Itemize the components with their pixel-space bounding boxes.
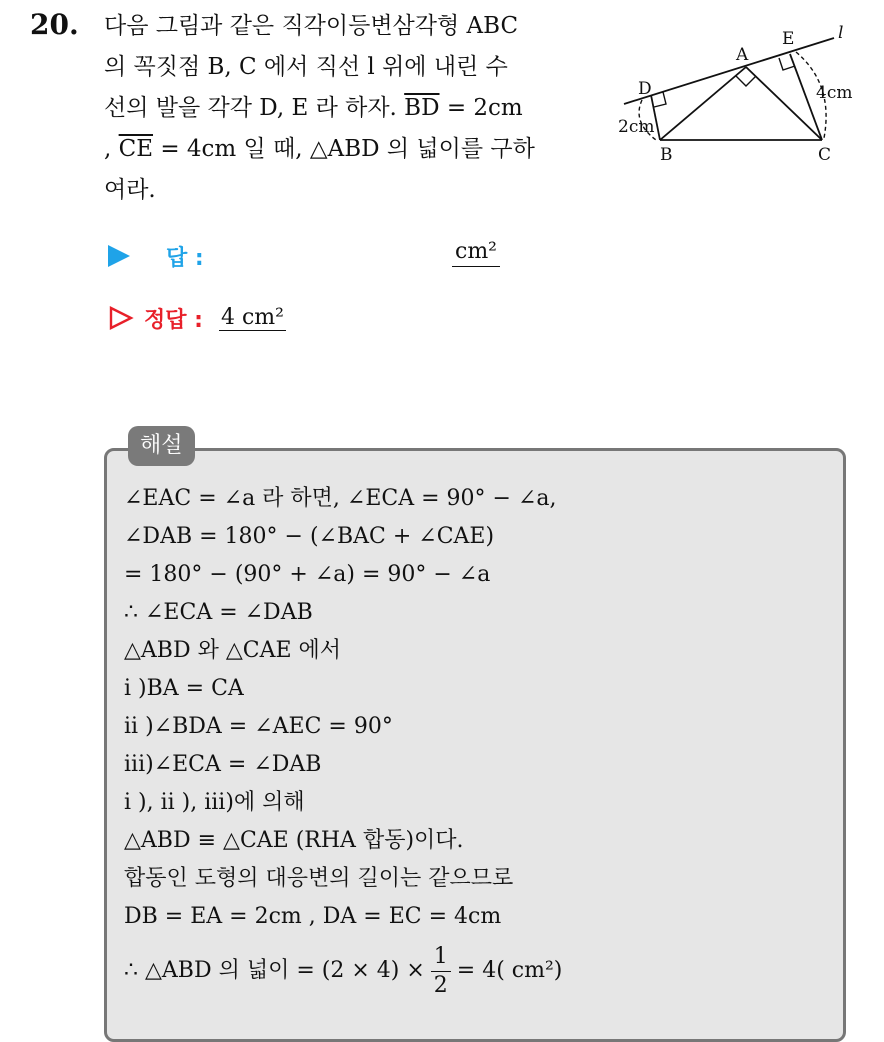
question-number: 20. [30,8,79,41]
label-l: l [838,23,844,43]
fraction-denominator: 2 [433,972,448,998]
solution-line: 합동인 도형의 대응변의 길이는 같으므로 [124,866,514,891]
correct-answer-value: 4 cm² [220,305,284,330]
segment-ce: $\overline{CE}$ [118,136,154,162]
solution-line: iii)∠ECA = ∠DAB [124,752,322,777]
label-e: E [782,29,795,49]
side-ab [660,67,746,140]
segment-bd: $\overline{BD}$ [404,95,440,121]
fraction [431,943,451,1000]
question-line-1: 다음 그림과 같은 직각이등변삼각형 ABC [104,13,519,39]
label-b: B [660,145,673,165]
solution-line: ii )∠BDA = ∠AEC = 90° [124,714,393,739]
question-line-3b: = 2cm [439,95,523,121]
question-line-3a: 선의 발을 각각 D, E 라 하자. [104,95,405,121]
solution-line: ∴ ∠ECA = ∠DAB [124,600,313,625]
outline-play-icon [108,305,134,331]
solution-final-line [124,936,824,1006]
solution-line: ∠EAC = ∠a 라 하면, ∠ECA = 90° − ∠a, [124,486,557,511]
question-line-5: 여라. [104,177,156,203]
label-c: C [818,145,832,165]
correct-answer-label: 정답 : [144,307,203,333]
solution-final-a: ∴ △ABD 의 넓이 = (2 × 4) × [124,958,425,983]
line-l [624,38,834,104]
right-angle-a [736,76,756,86]
question-line-4a: , [104,136,119,162]
solution-line: = 180° − (90° + ∠a) = 90° − ∠a [124,562,491,587]
answer-row [108,236,204,276]
solution-line: i ), ii ), iii)에 의해 [124,790,305,815]
question-line-3 [104,88,600,129]
label-d: D [638,79,652,99]
question-line-4b: = 4cm 일 때, △ABD 의 넓이를 구하 [153,136,535,162]
play-icon [108,245,130,267]
solution-line: DB = EA = 2cm , DA = EC = 4cm [124,904,502,929]
question-line-2: 의 꼭짓점 B, C 에서 직선 l 위에 내린 수 [104,54,508,80]
fraction-numerator: 1 [431,943,451,972]
solution-body [124,480,824,1006]
answer-label: 답 : [166,245,204,271]
correct-answer-row [108,298,286,338]
side-ac [746,67,822,140]
solution-tab: 해설 [128,426,195,466]
label-2cm: 2cm [618,117,655,137]
label-a: A [736,45,749,65]
question-text [104,6,600,211]
label-4cm: 4cm [816,83,853,103]
answer-unit: cm² [452,236,500,267]
solution-line: △ABD 와 △CAE 에서 [124,638,342,663]
solution-final-b: = 4( cm²) [456,958,563,983]
solution-line: △ABD ≡ △CAE (RHA 합동)이다. [124,828,464,853]
triangle-figure [612,14,874,174]
solution-line: i )BA = CA [124,676,244,701]
solution-line: ∠DAB = 180° − (∠BAC + ∠CAE) [124,524,495,549]
question-line-4 [104,129,600,170]
